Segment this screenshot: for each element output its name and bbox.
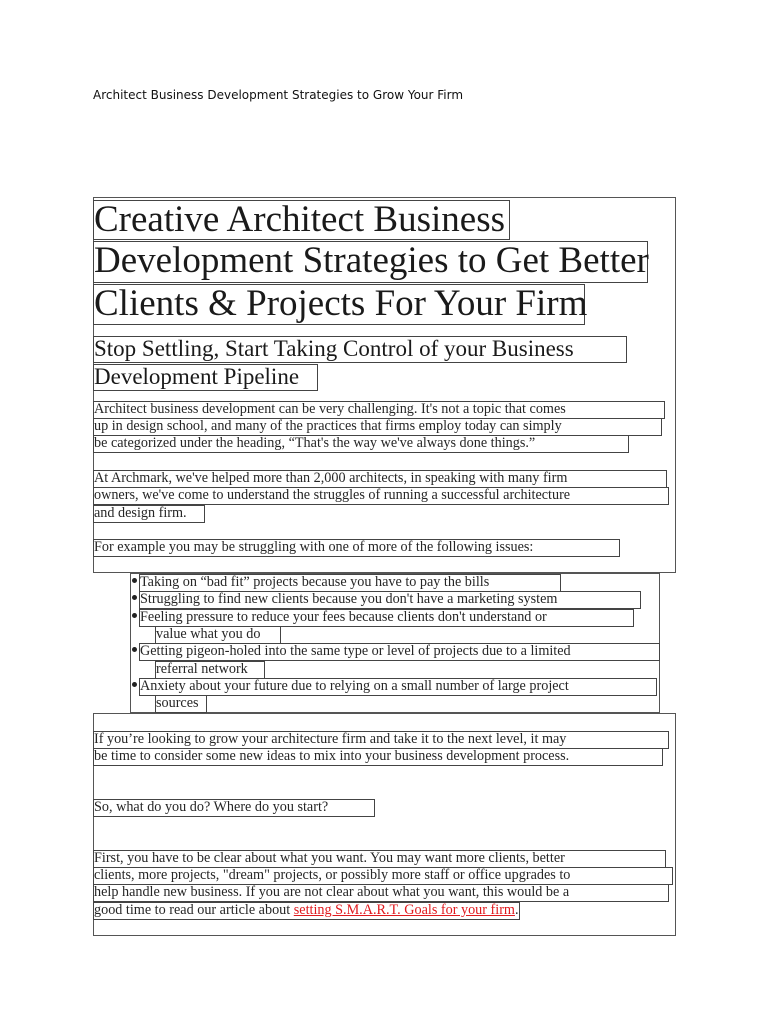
bullet-icon: [132, 682, 137, 687]
bullet-icon: [132, 647, 137, 652]
list-item: Feeling pressure to reduce your fees because clients don't understand or: [132, 609, 634, 627]
bullet-icon: [132, 578, 137, 583]
subheadline-line-2: Development Pipeline: [93, 364, 318, 391]
list-item: Getting pigeon-holed into the same type or level of projects due to a limited: [132, 643, 660, 661]
list-item: Anxiety about your future due to relying on a small number of large project: [132, 678, 657, 696]
list-item-continuation: sources: [155, 695, 207, 713]
list-item: Struggling to find new clients because you don't have a marketing system: [132, 591, 641, 609]
list-item-continuation: value what you do: [155, 626, 281, 644]
document-title: Architect Business Development Strategies to Grow Your Firm: [93, 88, 464, 102]
headline-line-2: Development Strategies to Get Better: [94, 240, 649, 281]
goals-paragraph-line-3: help handle new business. If you are not clear about what you want, this would be a: [93, 884, 669, 902]
issues-intro-paragraph: For example you may be struggling with one of more of the following issues:: [93, 539, 620, 557]
goals-paragraph-line-4: [93, 902, 520, 920]
subheadline-line-1: Stop Settling, Start Taking Control of your Business: [93, 336, 627, 363]
list-item: Taking on “bad fit” projects because you have to pay the bills: [132, 574, 561, 592]
question-paragraph: So, what do you do? Where do you start?: [93, 799, 375, 817]
goals-paragraph-line-1: First, you have to be clear about what you want. You may want more clients, better: [93, 850, 666, 868]
bullet-icon: [132, 595, 137, 600]
grow-paragraph-line-2: be time to consider some new ideas to mix into your business development process.: [93, 748, 663, 766]
archmark-paragraph-line-1: At Archmark, we've helped more than 2,000 architects, in speaking with many firm: [93, 470, 667, 488]
bullet-icon: [132, 613, 137, 618]
intro-paragraph-line-1: Architect business development can be very challenging. It's not a topic that comes: [93, 401, 665, 419]
goals-paragraph-period: .: [514, 902, 519, 918]
archmark-paragraph-line-3: and design firm.: [93, 505, 205, 523]
headline-line-3: Clients & Projects For Your Firm: [94, 283, 588, 324]
headline-line-1: Creative Architect Business: [93, 200, 510, 240]
smart-goals-link[interactable]: setting S.M.A.R.T. Goals for your firm: [293, 902, 515, 918]
goals-paragraph-text: good time to read our article about: [94, 902, 294, 918]
grow-paragraph-line-1: If you’re looking to grow your architecture firm and take it to the next level, it may: [93, 731, 669, 749]
intro-paragraph-line-3: be categorized under the heading, “That's the way we've always done things.”: [93, 435, 629, 453]
intro-paragraph-line-2: up in design school, and many of the practices that firms employ today can simply: [93, 418, 662, 436]
list-item-continuation: referral network: [155, 661, 265, 679]
goals-paragraph-line-2: clients, more projects, "dream" projects, or possibly more staff or office upgrades to: [93, 867, 673, 885]
archmark-paragraph-line-2: owners, we've come to understand the struggles of running a successful architecture: [93, 487, 669, 505]
